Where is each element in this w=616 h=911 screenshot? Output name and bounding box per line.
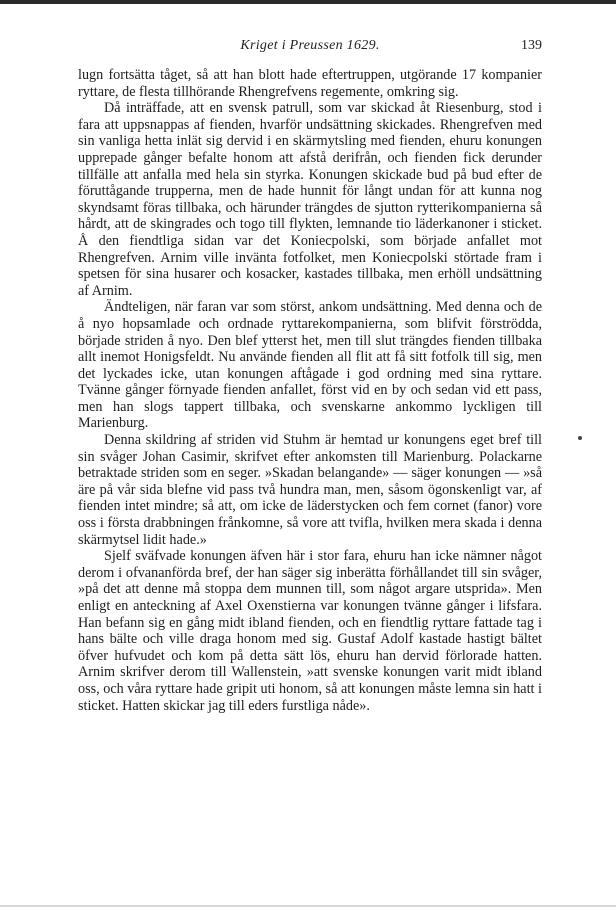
paragraph-continuation: lugn fortsätta tåget, så att han blott hade eftertruppen, utgörande 17 kompanier ryttare, de flesta tillhörande Rhengrefvens regemente, omkring sig.: [78, 67, 542, 100]
margin-speck: [578, 436, 582, 440]
paragraph-letter-account: Denna skildring af striden vid Stuhm är hemtad ur konungens eget bref till sin svåger Johan Casimir, skrifvet efter ankomsten till Marienburg. Polackarne betraktade striden som en seger. »Skadan belangande» — säger konungen — »så äre på vår sida blefne vid pass två hundra man, men, såsom ögonskenligt var, af fienden intet mindre; så att, om icke de läderstycken och fem cornet (fanor) vore oss i första drabbningen frånkomne, så vore att tvifla, hvilken mera skada i denna skärmytsel lidit hade.»: [78, 432, 542, 548]
bottom-edge-rule: [0, 905, 616, 907]
paragraph-relief-arrives: Ändteligen, när faran var som störst, ankom undsättning. Med denna och de å nyo hopsamlade och ordnade ryttarekompanierna, som blifvit förströdda, började striden å nyo. Den blef ytterst het, men till slut trängdes fienden tillbaka allt inemot Honigsfeldt. Nu använde fienden all flit att få sitt fotfolk till sig, men det lyckades icke, utan konungen aftågade i god ordning med sina ryttare. Tvänne gånger förnyade fienden anfallet, först vid en by och sedan vid ett pass, men han slogs tappert tillbaka, och svenskarne ankommo lyckligen till Marienburg.: [78, 299, 542, 432]
paragraph-king-in-danger: Sjelf sväfvade konungen äfven här i stor fara, ehuru han icke nämner något derom i ofvananförda bref, der han säger sig inberätta förhållandet till sin svåger, »på det att denne må stoppa dem munnen till, som något argare utsprida». Men enligt en anteckning af Axel Oxenstierna var konungen tvänne gånger i lifsfara. Han befann sig en gång midt ibland fienden, och en fiendtlig ryttare fattade tag i hans bälte och ville draga honom med sig. Gustaf Adolf kastade hastigt bältet öfver hufvudet och kom på detta sätt lös, ehuru han dervid förlorade hatten. Arnim skrifver derom till Wallenstein, »att svenske konungen varit midt ibland oss, och våra ryttare hade gripit uti honom, så att konungen måste lemna sin hatt i sticket. Hatten skickar jag till eders furstliga nåde».: [78, 548, 542, 714]
page-number: 139: [521, 38, 542, 53]
running-title: Kriget i Preussen 1629.: [240, 38, 380, 53]
paragraph-patrol-skirmish: Då inträffade, att en svensk patrull, som var skickad åt Riesenburg, stod i fara att uppsnappas af fienden, hvarför undsättning skickades. Rhengrefven med sin vanliga hetta inlät sig dervid i en skärmytsling med fienden, ehuru konungen upprepade gånger befalte honom att afstå derifrån, och fienden fick derunder tillfälle att anfalla med hela sin styrka. Konungen skickade bud på bud efter de föruttågande trupperna, men de hade hunnit för långt undan för att kunna nog skyndsamt föras tillbaka, och härunder trängdes de sjutton rytterikompanierna så hårdt, att de skingrades och togo till flykten, lemnande tio läderkanoner i sticket. Å den fiendtliga sidan var det Koniecpolski, som började anfallet mot Rhengrefven. Arnim ville invänta fotfolket, men Koniecpolski störtade fram i spetsen för sina husarer och kosacker, kastades tillbaka, men erhöll undsättning af Arnim.: [78, 100, 542, 299]
body-text: [78, 67, 542, 714]
top-edge-rule: [0, 0, 616, 4]
page-header: [78, 38, 542, 58]
